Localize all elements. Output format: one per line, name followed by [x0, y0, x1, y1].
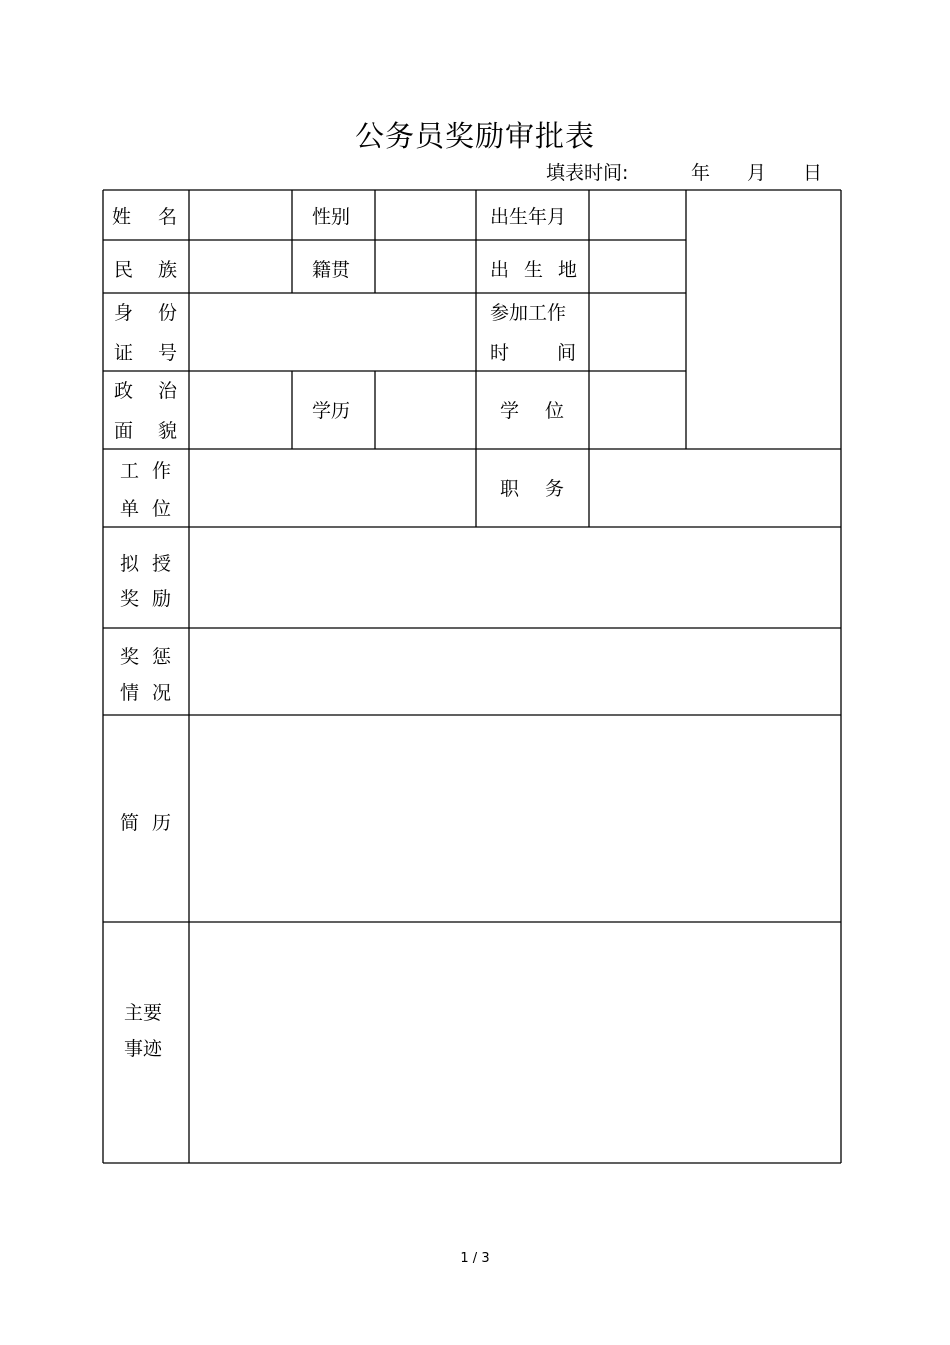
label-resume-1: 简 — [120, 812, 140, 834]
label-resume-2: 历 — [152, 812, 172, 834]
label-political-4: 貌 — [158, 420, 178, 442]
label-unit-3: 单 — [120, 498, 140, 520]
label-unit-2: 作 — [152, 460, 172, 482]
page-number: 1 / 3 — [460, 1251, 490, 1266]
fill-date-year: 年 — [691, 162, 711, 184]
label-id-2: 份 — [158, 302, 178, 324]
label-work-start-1: 参加工作 — [490, 302, 567, 324]
label-birthplace-1: 出 — [490, 259, 510, 281]
label-gender: 性别 — [312, 206, 351, 228]
label-birth-date: 出生年月 — [490, 206, 567, 228]
label-birthplace-2: 生 — [524, 259, 544, 281]
label-deeds-1: 主要 — [124, 1002, 163, 1024]
label-award-4: 励 — [152, 588, 172, 610]
label-unit-4: 位 — [152, 498, 172, 520]
label-deeds-2: 事迹 — [124, 1038, 163, 1060]
label-political-1: 政 — [114, 380, 134, 402]
label-record-1: 奖 — [120, 646, 140, 668]
label-award-2: 授 — [152, 553, 172, 575]
label-award-3: 奖 — [120, 588, 140, 610]
fill-date-day: 日 — [803, 162, 823, 184]
label-ethnic-2: 族 — [158, 259, 178, 281]
fill-date-month: 月 — [747, 162, 767, 184]
label-record-2: 惩 — [152, 646, 172, 668]
label-birthplace-3: 地 — [558, 259, 578, 281]
form-title: 公务员奖励审批表 — [354, 119, 595, 153]
label-work-start-2: 时 — [490, 342, 510, 364]
label-degree-2: 位 — [545, 400, 565, 422]
label-position-2: 务 — [545, 478, 565, 500]
label-id-4: 号 — [158, 342, 178, 364]
label-ethnic-1: 民 — [114, 259, 134, 281]
label-record-4: 况 — [152, 682, 172, 704]
label-name-2: 名 — [158, 206, 178, 228]
label-political-2: 治 — [158, 380, 178, 402]
label-unit-1: 工 — [120, 460, 140, 482]
label-name-1: 姓 — [112, 206, 132, 228]
label-work-start-3: 间 — [557, 342, 577, 364]
photo-box — [687, 191, 840, 448]
label-id-1: 身 — [114, 302, 134, 324]
label-political-3: 面 — [114, 420, 134, 442]
label-id-3: 证 — [114, 342, 134, 364]
label-degree-1: 学 — [500, 400, 520, 422]
label-award-1: 拟 — [120, 553, 140, 575]
label-native-place: 籍贯 — [312, 259, 351, 281]
fill-date-label: 填表时间: — [546, 162, 629, 184]
label-position-1: 职 — [500, 478, 520, 500]
label-record-3: 情 — [120, 682, 140, 704]
label-education: 学历 — [312, 400, 351, 422]
